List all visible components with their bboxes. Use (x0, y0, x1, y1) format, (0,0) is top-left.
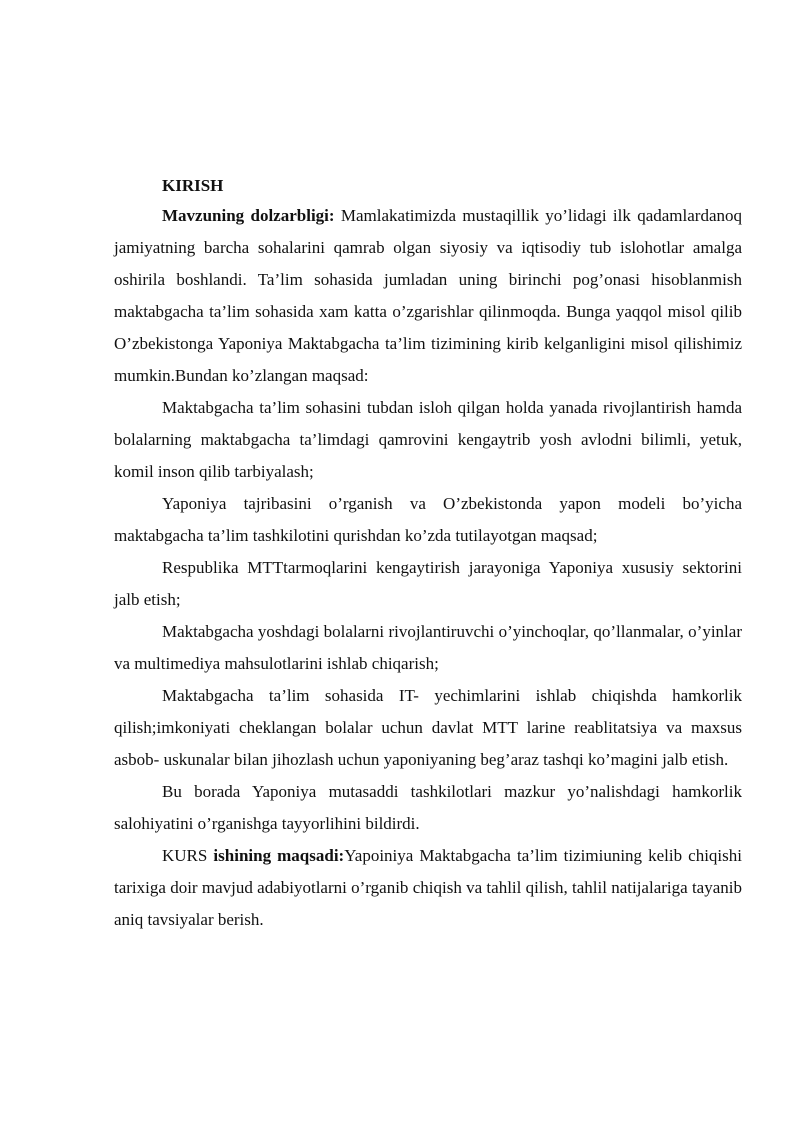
document-page (114, 172, 742, 936)
course-aim-label: ishining maqsadi: (213, 846, 345, 865)
relevance-text: Mamlakatimizda mustaqillik yo’lidagi ilk qadamlardanoq jamiyatning barcha sohalarini qamrab olgan siyosiy va iqtisodiy tub islohotlar amalga oshirila boshlandi. Ta’lim sohasida jumladan uning birinchi pog’onasi hisoblanmish maktabgacha ta’lim sohasida xam katta o’zgarishlar qilinmoqda. Bunga yaqqol misol qilib O’zbekistonga Yaponiya Maktabgacha ta’lim tizimining kirib kelganligini misol qilishimiz mumkin.Bundan ko’zlangan maqsad: (114, 206, 742, 385)
paragraph-goal-4: Maktabgacha yoshdagi bolalarni rivojlantiruvchi o’yinchoqlar, qo’llanmalar, o’yinlar va multimediya mahsulotlarini ishlab chiqarish; (114, 622, 742, 673)
paragraph-cooperation: Bu borada Yaponiya mutasaddi tashkilotlari mazkur yo’nalishdagi hamkorlik salohiyatini o’rganishga tayyorlihini bildirdi. (114, 782, 742, 833)
paragraph-goal-1: Maktabgacha ta’lim sohasini tubdan isloh qilgan holda yanada rivojlantirish hamda bolalarning maktabgacha ta’limdagi qamrovini kengaytrib yosh avlodni bilimli, yetuk, komil inson qilib tarbiyalash; (114, 398, 742, 481)
paragraph-course-aim (114, 840, 742, 936)
paragraph-goal-3: Respublika MTTtarmoqlarini kengaytirish jarayoniga Yaponiya xususiy sektorini jalb etish; (114, 558, 742, 609)
course-aim-lead: KURS (162, 846, 214, 865)
paragraph-goal-5: Maktabgacha ta’lim sohasida IT- yechimlarini ishlab chiqishda hamkorlik qilish;imkoniyati cheklangan bolalar uchun davlat MTT larine reablitatsiya va maxsus asbob- uskunalar bilan jihozlash uchun yaponiyaning beg’araz tashqi ko’magini jalb etish. (114, 686, 742, 769)
paragraph-goal-2: Yaponiya tajribasini o’rganish va O’zbekistonda yapon modeli bo’yicha maktabgacha ta’lim tashkilotini qurishdan ko’zda tutilayotgan maqsad; (114, 494, 742, 545)
section-heading: KIRISH (162, 176, 224, 195)
relevance-label: Mavzuning dolzarbligi: (162, 206, 335, 225)
course-aim-text: Yapoiniya Maktabgacha ta’lim tizimiuning kelib chiqishi tarixiga doir mavjud adabiyotlarni o’rganib chiqish va tahlil qilish, tahlil natijalariga tayanib aniq tavsiyalar berish. (114, 846, 742, 929)
paragraph-relevance (114, 200, 742, 392)
